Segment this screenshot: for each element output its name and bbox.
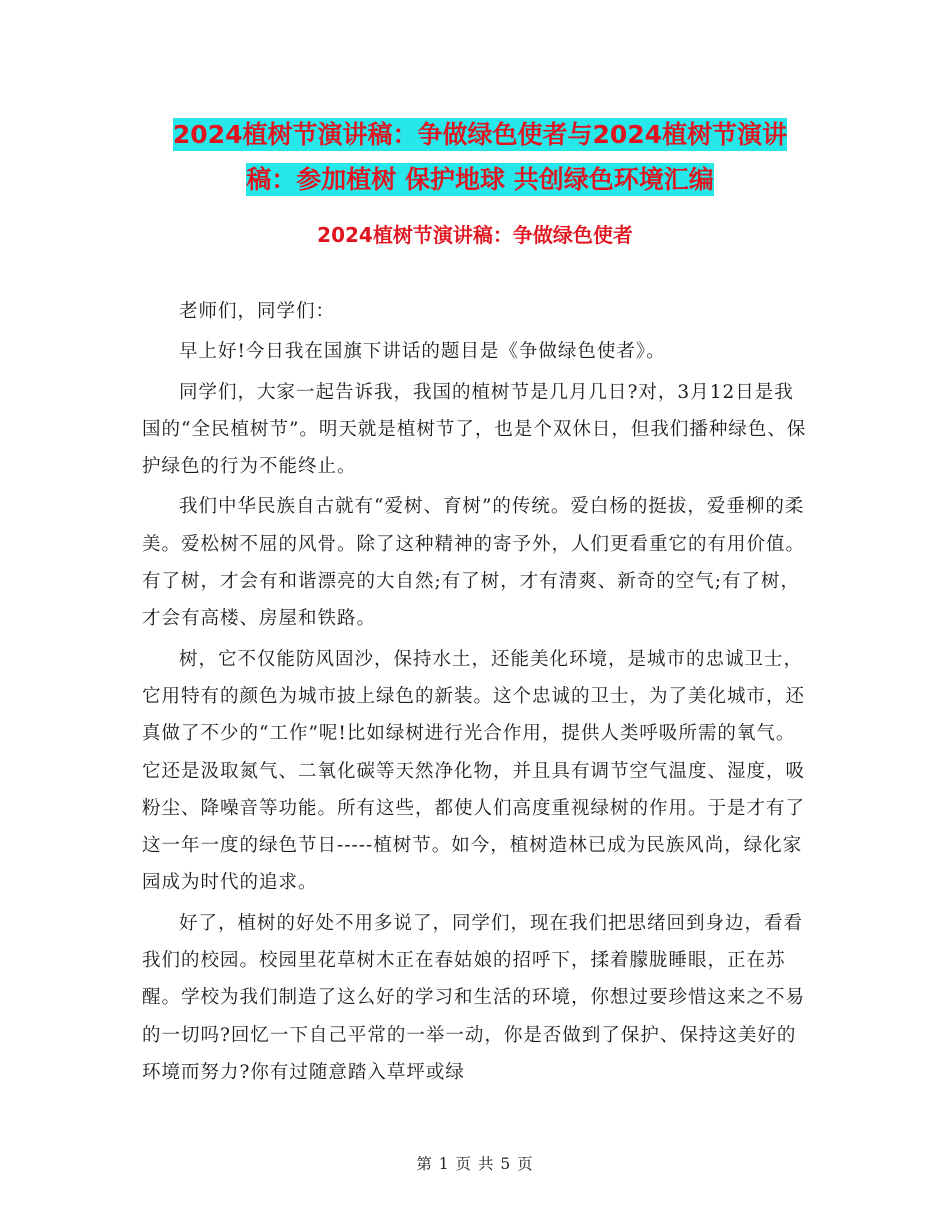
page-number-footer: 第 1 页 共 5 页: [416, 1155, 534, 1173]
document-title-line2: 稿：参加植树 保护地球 共创绿色环境汇编: [246, 165, 714, 194]
body-paragraph: 好了，植树的好处不用多说了，同学们，现在我们把思绪回到身边，看看我们的校园。校园里花草树木正在春姑娘的招呼下，揉着朦胧睡眼，正在苏醒。学校为我们制造了这么好的学习和生活的环境，你想过要珍惜这来之不易的一切吗?回忆一下自己平常的一举一动，你是否做到了保护、保持这美好的环境而努力?你有过随意踏入草坪或绿: [142, 912, 806, 1083]
document-title-line1: 2024植树节演讲稿：争做绿色使者与2024植树节演讲: [172, 120, 788, 149]
document-body: [142, 293, 807, 1094]
document-title: [140, 112, 820, 202]
salutation: 老师们，同学们：: [179, 301, 336, 322]
section-title: 2024植树节演讲稿：争做绿色使者: [317, 223, 633, 247]
body-paragraph: 我们中华民族自古就有“爱树、育树”的传统。爱白杨的挺拔，爱垂柳的柔美。爱松树不屈的风骨。除了这种精神的寄予外，人们更看重它的有用价值。有了树，才会有和谐漂亮的大自然;有了树，才有清爽、新奇的空气;有了树，才会有高楼、房屋和铁路。: [142, 496, 806, 630]
body-paragraph: 同学们，大家一起告诉我，我国的植树节是几月几日?对，3月12日是我国的“全民植树节”。明天就是植树节了，也是个双休日，但我们播种绿色、保护绿色的行为不能终止。: [142, 381, 807, 478]
body-paragraph: 树，它不仅能防风固沙，保持水土，还能美化环境，是城市的忠诚卫士，它用特有的颜色为城市披上绿色的新装。这个忠诚的卫士，为了美化城市，还真做了不少的“工作”呢!比如绿树进行光合作用，提供人类呼吸所需的氧气。它还是汲取氮气、二氧化碳等天然净化物，并且具有调节空气温度、湿度，吸粉尘、降噪音等功能。所有这些，都使人们高度重视绿树的作用。于是才有了这一年一度的绿色节日-----植树节。如今，植树造林已成为民族风尚，绿化家园成为时代的追求。: [142, 648, 806, 894]
body-paragraph: 早上好!今日我在国旗下讲话的题目是《争做绿色使者》。: [179, 341, 666, 363]
